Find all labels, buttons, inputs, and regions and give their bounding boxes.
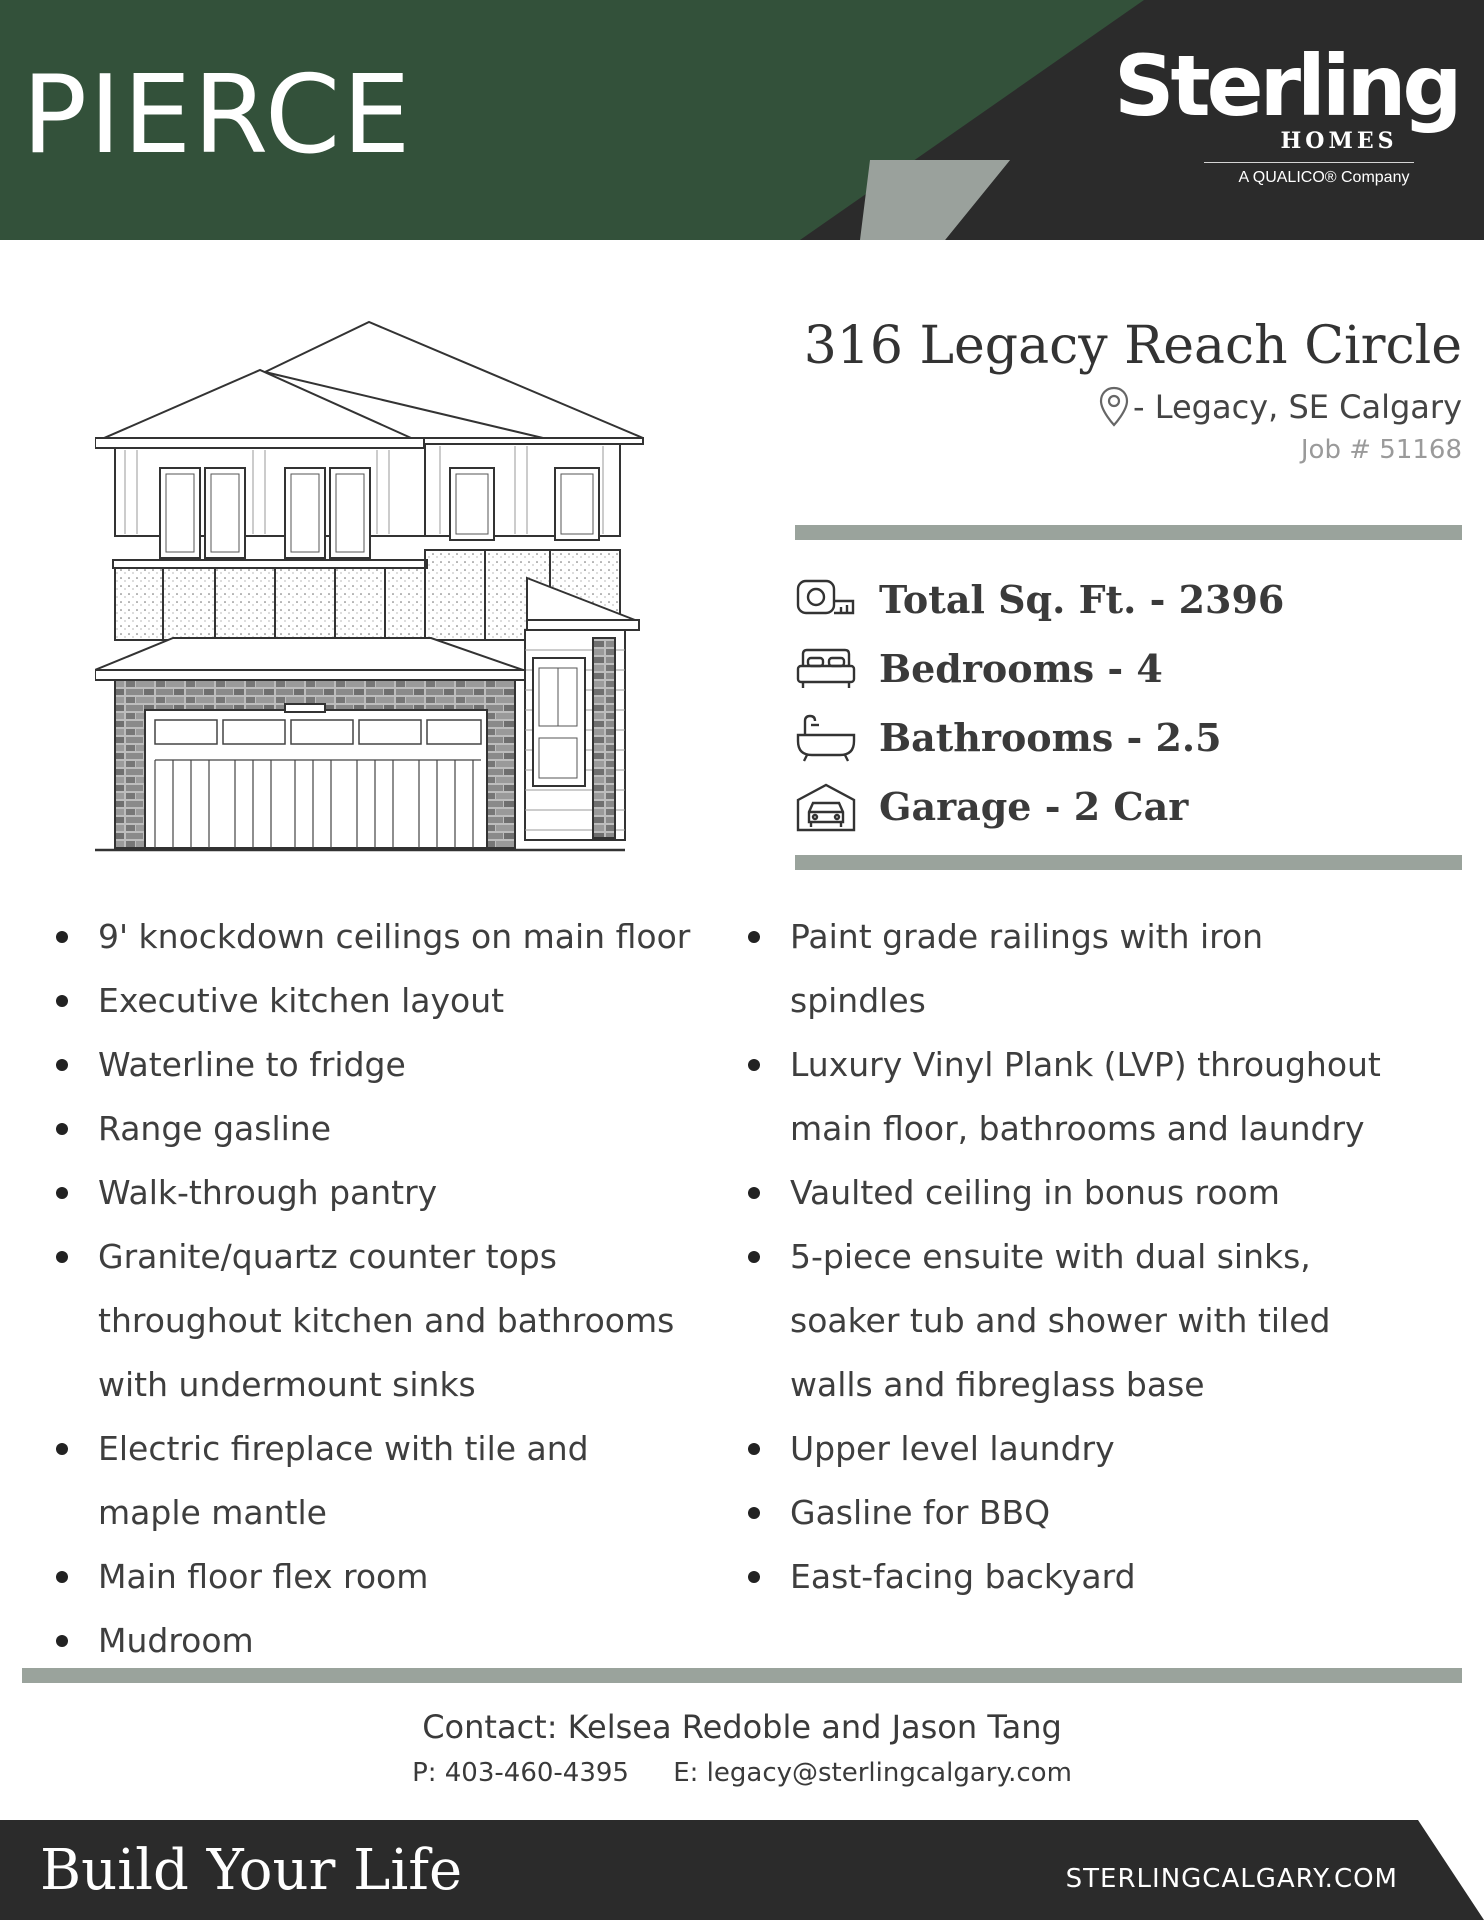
page-title: PIERCE	[22, 53, 413, 178]
divider-contact	[22, 1668, 1462, 1683]
logo-homes: HOMES	[1280, 128, 1398, 154]
feature-item: Waterline to fridge	[56, 1033, 736, 1097]
feature-item: Range gasline	[56, 1097, 736, 1161]
stat-garage	[795, 772, 1455, 841]
location-pin-icon	[1097, 385, 1131, 429]
contact-block	[0, 1708, 1484, 1788]
logo-wordmark: Sterling	[1114, 37, 1459, 135]
feature-item: Vaulted ceiling in bonus room	[748, 1161, 1428, 1225]
feature-item: Granite/quartz counter tops throughout kitchen and bathrooms with undermount sinks	[56, 1225, 698, 1417]
garage-car-icon	[795, 782, 857, 832]
phone-number[interactable]: P: 403-460-4395	[412, 1758, 629, 1788]
feature-item: Main floor flex room	[56, 1545, 736, 1609]
feature-item: Electric fireplace with tile and maple mantle	[56, 1417, 658, 1545]
feature-item: Mudroom	[56, 1609, 736, 1673]
footer-banner	[0, 1820, 1484, 1920]
email-address[interactable]: E: legacy@sterlingcalgary.com	[673, 1758, 1072, 1788]
tape-measure-icon	[795, 575, 857, 625]
footer-tagline: Build Your Life	[40, 1838, 463, 1903]
feature-item: Walk-through pantry	[56, 1161, 736, 1225]
bathtub-icon	[795, 713, 857, 763]
stat-label: Total Sq. Ft. - 2396	[879, 577, 1285, 622]
feature-item: Executive kitchen layout	[56, 969, 736, 1033]
feature-item: Paint grade railings with iron spindles	[748, 905, 1310, 1033]
street-address: 316 Legacy Reach Circle	[803, 316, 1462, 376]
address-block	[804, 318, 1462, 465]
divider-bottom	[795, 855, 1462, 870]
contact-details	[0, 1758, 1484, 1788]
stat-bathrooms	[795, 703, 1455, 772]
stat-label: Garage - 2 Car	[879, 784, 1189, 829]
feature-item: Luxury Vinyl Plank (LVP) throughout main floor, bathrooms and laundry	[748, 1033, 1390, 1161]
header-banner	[0, 0, 1484, 240]
community-text: - Legacy, SE Calgary	[1132, 388, 1462, 427]
bed-icon	[795, 644, 857, 694]
logo-divider	[1204, 162, 1414, 163]
stat-bedrooms	[795, 634, 1455, 703]
website-link[interactable]: STERLINGCALGARY.COM	[1065, 1864, 1398, 1894]
features-list-left	[56, 905, 736, 1673]
feature-item: 5-piece ensuite with dual sinks, soaker tub and shower with tiled walls and fibreglass base	[748, 1225, 1350, 1417]
feature-item: Gasline for BBQ	[748, 1481, 1428, 1545]
house-elevation-drawing	[95, 320, 655, 860]
job-number: Job # 51168	[1300, 435, 1462, 466]
feature-item: 9' knockdown ceilings on main floor	[56, 905, 736, 969]
home-stats	[795, 565, 1455, 841]
divider-top	[795, 525, 1462, 540]
feature-item: Upper level laundry	[748, 1417, 1428, 1481]
features-list-right	[748, 905, 1428, 1609]
contact-names: Contact: Kelsea Redoble and Jason Tang	[422, 1708, 1062, 1746]
feature-item: East-facing backyard	[748, 1545, 1428, 1609]
stat-square-feet	[795, 565, 1455, 634]
stat-label: Bathrooms - 2.5	[879, 715, 1222, 760]
stat-label: Bedrooms - 4	[879, 646, 1163, 691]
community-line	[804, 385, 1462, 429]
sterling-logo[interactable]	[1114, 37, 1459, 187]
logo-tagline: A QUALICO® Company	[1238, 169, 1410, 186]
